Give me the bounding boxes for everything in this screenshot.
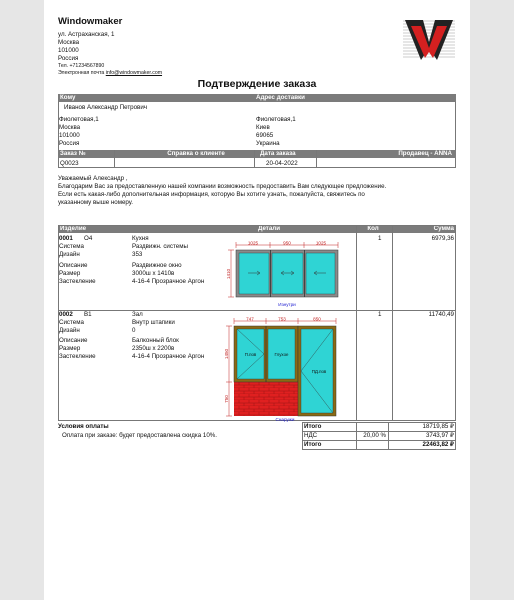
total-label: Итого [304,441,322,448]
divider [356,225,357,421]
dim-label: 753 [278,316,286,322]
col-qty-header: Кол [367,225,379,232]
seller-header: Продавец - ANNA [398,150,452,157]
subtotal-value: 18719,85 ₽ [422,423,454,430]
prop-label: Застекление [59,353,96,360]
sash-label: ПД.пов [311,369,327,374]
email-link[interactable]: info@windowmaker.com [105,70,163,76]
divider [392,225,393,421]
vat-rate: 20,00 % [363,432,386,439]
page-title: Подтверждение заказа [197,78,317,90]
vat-value: 3743,97 ₽ [425,432,454,439]
height-label: 1450 [224,348,229,360]
item-quantity: 1 [378,235,382,242]
dim-label: 850 [313,316,321,322]
prop-label: Размер [59,345,81,352]
letter-line: Если есть какая-либо дополнительная информация, которую Вы хотите узнать, пожалуйста, свяжитесь по [58,191,365,198]
prop-value: Внутр штапики [132,319,175,326]
subtotal-label: Итого [304,423,322,430]
item-code: 0002 [59,311,73,318]
prop-value: 4-16-4 Прозрачное Аргон [132,353,205,360]
letter-line: указанному выше номеру. [58,199,133,206]
item-quantity: 1 [378,311,382,318]
phone-label: Тел. [58,63,69,69]
delivery-address-line: Украина [256,140,280,147]
prop-value: Раздвижн. системы [132,243,188,250]
company-name: Windowmaker [58,16,123,27]
prop-label: Описание [59,262,88,269]
item-room: Кухня [132,235,149,242]
phone-value: +71234567890 [69,63,105,69]
divider [254,150,255,168]
client-ref-header: Справка о клиенте [167,150,225,157]
prop-label: Застекление [59,278,96,285]
col-product-header: Изделие [60,225,87,232]
col-details-header: Детали [257,225,281,232]
item-drawing-sliding-window [226,241,344,309]
order-number-header: Заказ № [60,150,86,157]
prop-value: 3000ш x 1410в [132,270,175,277]
item-code: 0001 [59,235,73,242]
prop-label: Система [59,319,84,326]
dim-label: 1025 [315,241,327,246]
item-sum: 11740,49 [428,311,454,318]
delivery-address-line: 69065 [256,132,274,139]
order-date: 20-04-2022 [266,160,298,167]
order-number: Q0023 [60,160,79,167]
company-address-line: Россия [58,55,79,62]
company-logo [403,18,455,62]
divider [316,150,317,168]
to-address-line: Россия [59,140,80,147]
customer-name: Иванов Александр Петрович [64,104,148,111]
to-address-line: Москва [59,124,81,131]
item-sum: 6979,36 [431,235,454,242]
item-ref: O4 [84,235,93,242]
col-sum-header: Сумма [433,225,454,232]
prop-label: Система [59,243,84,250]
order-date-header: Дата заказа [260,150,296,157]
prop-value: 353 [132,251,143,258]
item-ref: B1 [84,311,92,318]
prop-value: Раздвижное окно [132,262,182,269]
prop-label: Дизайн [59,327,80,334]
email-label: Электронная почта [58,70,105,76]
delivery-header: Адрес доставки [254,94,456,102]
dim-label: 1025 [247,241,259,246]
to-address-line: Фиолетовая,1 [59,116,99,123]
payment-terms-text: Оплата при заказе: будет предоставлена скидка 10%. [62,432,217,439]
dim-label: 950 [283,241,291,246]
divider [388,422,389,450]
item-room: Зал [132,311,143,318]
prop-value: Балконный блок [132,337,179,344]
company-address-line: 101000 [58,47,79,54]
letter-line: Благодарим Вас за предоставленную нашей компании возможность предоставить Вам следующее предложение. [58,183,387,190]
sash-label: Глухое [274,352,289,357]
prop-value: 0 [132,327,136,334]
prop-value: 4-16-4 Прозрачное Аргон [132,278,205,285]
divider [114,150,115,168]
document-sheet [44,0,470,600]
view-label: Снаружи [275,417,295,422]
prop-label: Размер [59,270,81,277]
glass-pane [239,253,269,294]
brick-wall [234,382,298,416]
height-label: 1410 [226,268,231,280]
height-label: 750 [224,395,229,403]
payment-terms-title: Условия оплаты [58,423,109,430]
glass-pane [306,253,335,294]
delivery-address-line: Киев [256,124,270,131]
prop-label: Описание [59,337,88,344]
total-value: 22463,82 ₽ [422,441,454,448]
company-address-line: ул. Астраханская, 1 [58,31,115,38]
letter-greeting: Уважаемый Александр , [58,175,128,182]
item-drawing-balcony-block [224,316,348,422]
prop-value: 2350ш x 2200в [132,345,175,352]
company-address-line: Москва [58,39,80,46]
view-label: Изнутри [278,302,296,307]
company-email [58,70,162,77]
dim-label: 747 [246,316,254,322]
to-address-line: 101000 [59,132,80,139]
delivery-address-line: Фиолетовая,1 [256,116,296,123]
to-header: Кому [58,94,254,102]
prop-label: Дизайн [59,251,80,258]
glass-pane [272,253,303,294]
vat-label: НДС [304,432,318,439]
sash-label: П.пов [244,352,257,357]
